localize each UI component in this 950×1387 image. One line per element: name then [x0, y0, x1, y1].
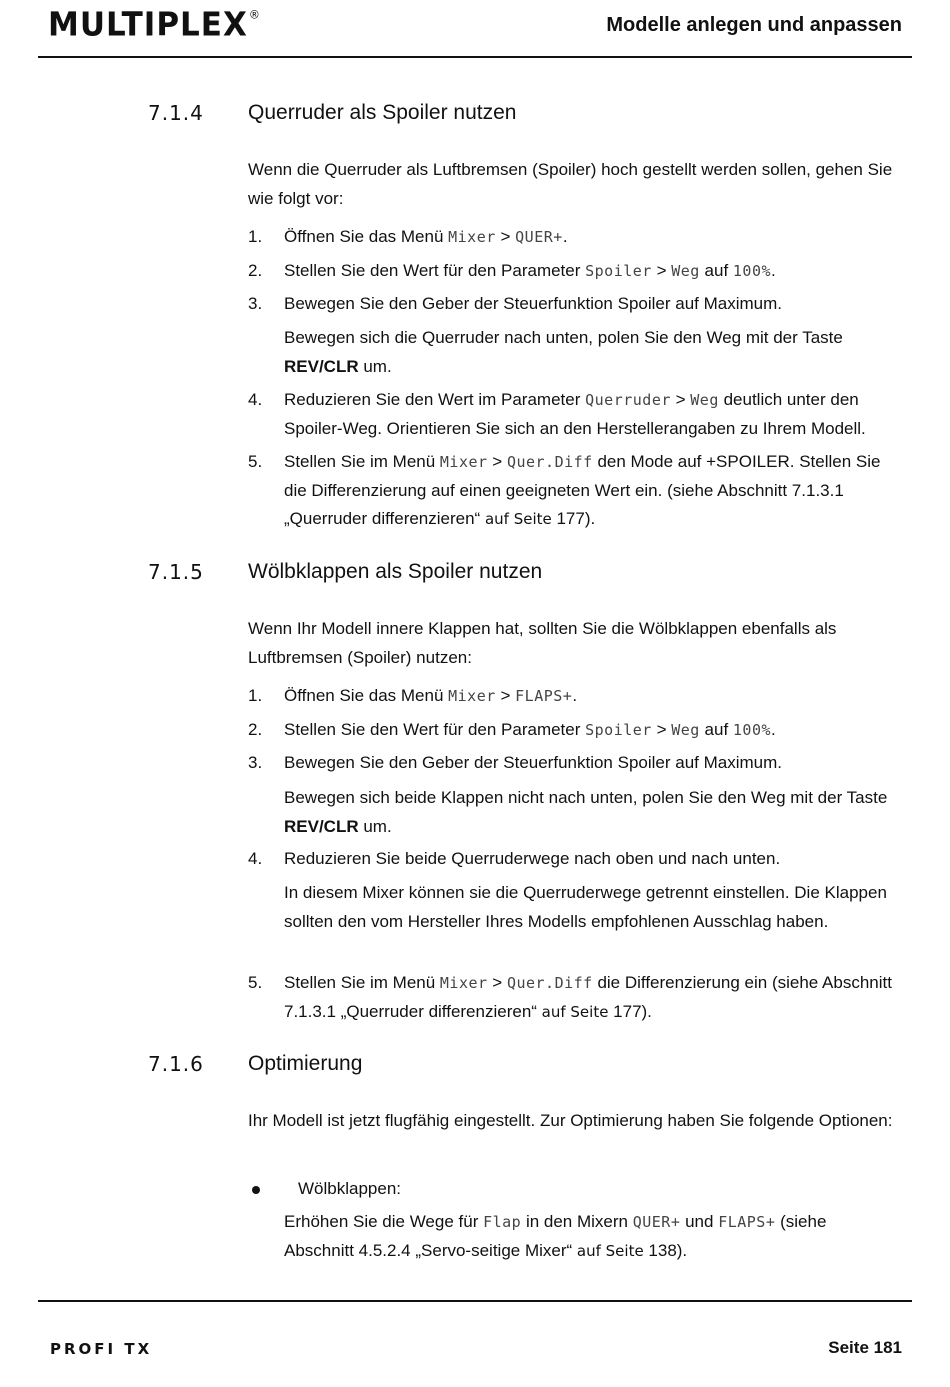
page-reference[interactable]: auf Seite	[541, 1002, 609, 1021]
menu-path: Mixer	[448, 687, 496, 705]
step-text: Öffnen Sie das Menü Mixer > QUER+.	[284, 227, 568, 246]
section-number: 7.1.4	[148, 101, 204, 125]
step-text: Reduzieren Sie den Wert im Parameter Querruder > Weg deutlich unter den Spoiler-Weg. Orientieren Sie sich an den Herstellerangaben zu Ihrem Modell.	[284, 390, 866, 438]
parameter-name: Weg	[671, 262, 700, 280]
bullet-text: Erhöhen Sie die Wege für Flap in den Mixern QUER+ und FLAPS+ (siehe Abschnitt 4.5.2.4 „Servo-seitige Mixer“ auf Seite 138).	[284, 1212, 827, 1260]
step-text: Bewegen Sie den Geber der Steuerfunktion Spoiler auf Maximum.	[284, 294, 782, 313]
menu-path: Mixer	[448, 228, 496, 246]
parameter-name: Weg	[690, 391, 719, 409]
step-number: 5.	[248, 452, 263, 471]
step-number: 1.	[248, 227, 263, 246]
product-name: PROFI TX	[50, 1340, 153, 1358]
step-text: Stellen Sie den Wert für den Parameter Spoiler > Weg auf 100%.	[284, 720, 776, 739]
registered-mark: ®	[248, 8, 261, 22]
step-text: Reduzieren Sie beide Querruderwege nach oben und nach unten.	[284, 849, 781, 868]
step-text: Stellen Sie den Wert für den Parameter Spoiler > Weg auf 100%.	[284, 261, 776, 280]
section-number: 7.1.5	[148, 560, 204, 584]
parameter-name: Weg	[671, 721, 700, 739]
multiplex-logo	[48, 6, 261, 44]
step-number: 4.	[248, 849, 263, 868]
bullet-label: Wölbklappen:	[298, 1179, 402, 1198]
brand-name: MULTIPLEX	[48, 6, 248, 44]
section-number: 7.1.6	[148, 1052, 204, 1076]
parameter-name: Flap	[483, 1213, 522, 1231]
menu-path: QUER+	[632, 1213, 681, 1231]
chapter-title: Modelle anlegen und anpassen	[606, 14, 902, 36]
section-intro: Ihr Modell ist jetzt flugfähig eingestellt. Zur Optimierung haben Sie folgende Optionen:	[248, 1111, 893, 1130]
page-reference[interactable]: auf Seite	[484, 510, 552, 528]
step-text: Bewegen Sie den Geber der Steuerfunktion Spoiler auf Maximum.	[284, 753, 782, 772]
key-label: REV/CLR	[284, 356, 359, 376]
step-number: 2.	[248, 720, 263, 739]
parameter-name: Spoiler	[585, 721, 652, 739]
section-title: Querruder als Spoiler nutzen	[248, 101, 517, 124]
page-reference[interactable]: auf Seite	[576, 1241, 644, 1260]
step-note: In diesem Mixer können sie die Querruderwege getrennt einstellen. Die Klappen sollten den vom Hersteller Ihres Modells empfohlenen Ausschlag haben.	[284, 883, 887, 931]
page-number: Seite 181	[828, 1338, 902, 1357]
parameter-value: 100%	[732, 721, 772, 739]
step-number: 3.	[248, 753, 263, 772]
step-number: 5.	[248, 973, 263, 992]
menu-path: QUER+	[515, 228, 563, 246]
section-title: Wölbklappen als Spoiler nutzen	[248, 560, 543, 583]
step-number: 1.	[248, 686, 263, 705]
parameter-name: Spoiler	[585, 262, 652, 280]
step-number: 3.	[248, 294, 263, 313]
parameter-value: 100%	[732, 262, 772, 280]
section-title: Optimierung	[248, 1052, 363, 1075]
section-intro: Wenn die Querruder als Luftbremsen (Spoiler) hoch gestellt werden sollen, gehen Sie wie folgt vor:	[248, 160, 893, 208]
header-rule	[38, 56, 912, 58]
menu-path: FLAPS+	[718, 1213, 776, 1231]
bullet-icon	[252, 1186, 260, 1194]
step-text: Stellen Sie im Menü Mixer > Quer.Diff den Mode auf +SPOILER. Stellen Sie die Differenzierung auf einen geeigneten Wert ein. (siehe Abschnitt 7.1.3.1 „Querruder differenzieren“ auf Seite 177).	[284, 452, 881, 528]
step-note: Bewegen sich beide Klappen nicht nach unten, polen Sie den Weg mit der Taste REV/CLR um.	[284, 788, 888, 836]
step-text: Stellen Sie im Menü Mixer > Quer.Diff die Differenzierung ein (siehe Abschnitt 7.1.3.1 „Querruder differenzieren“ auf Seite 177).	[284, 973, 892, 1021]
menu-path: FLAPS+	[515, 687, 573, 705]
step-text: Öffnen Sie das Menü Mixer > FLAPS+.	[284, 686, 578, 705]
parameter-name: Querruder	[585, 391, 671, 409]
menu-path: Quer.Diff	[506, 453, 593, 471]
section-intro: Wenn Ihr Modell innere Klappen hat, sollten Sie die Wölbklappen ebenfalls als Luftbremsen (Spoiler) nutzen:	[248, 619, 837, 667]
step-note: Bewegen sich die Querruder nach unten, polen Sie den Weg mit der Taste REV/CLR um.	[284, 328, 843, 376]
menu-path: Quer.Diff	[506, 974, 593, 992]
key-label: REV/CLR	[284, 816, 359, 836]
menu-path: Mixer	[439, 974, 488, 992]
step-number: 2.	[248, 261, 263, 280]
menu-path: Mixer	[439, 453, 488, 471]
step-number: 4.	[248, 390, 263, 409]
footer-rule	[38, 1300, 912, 1302]
